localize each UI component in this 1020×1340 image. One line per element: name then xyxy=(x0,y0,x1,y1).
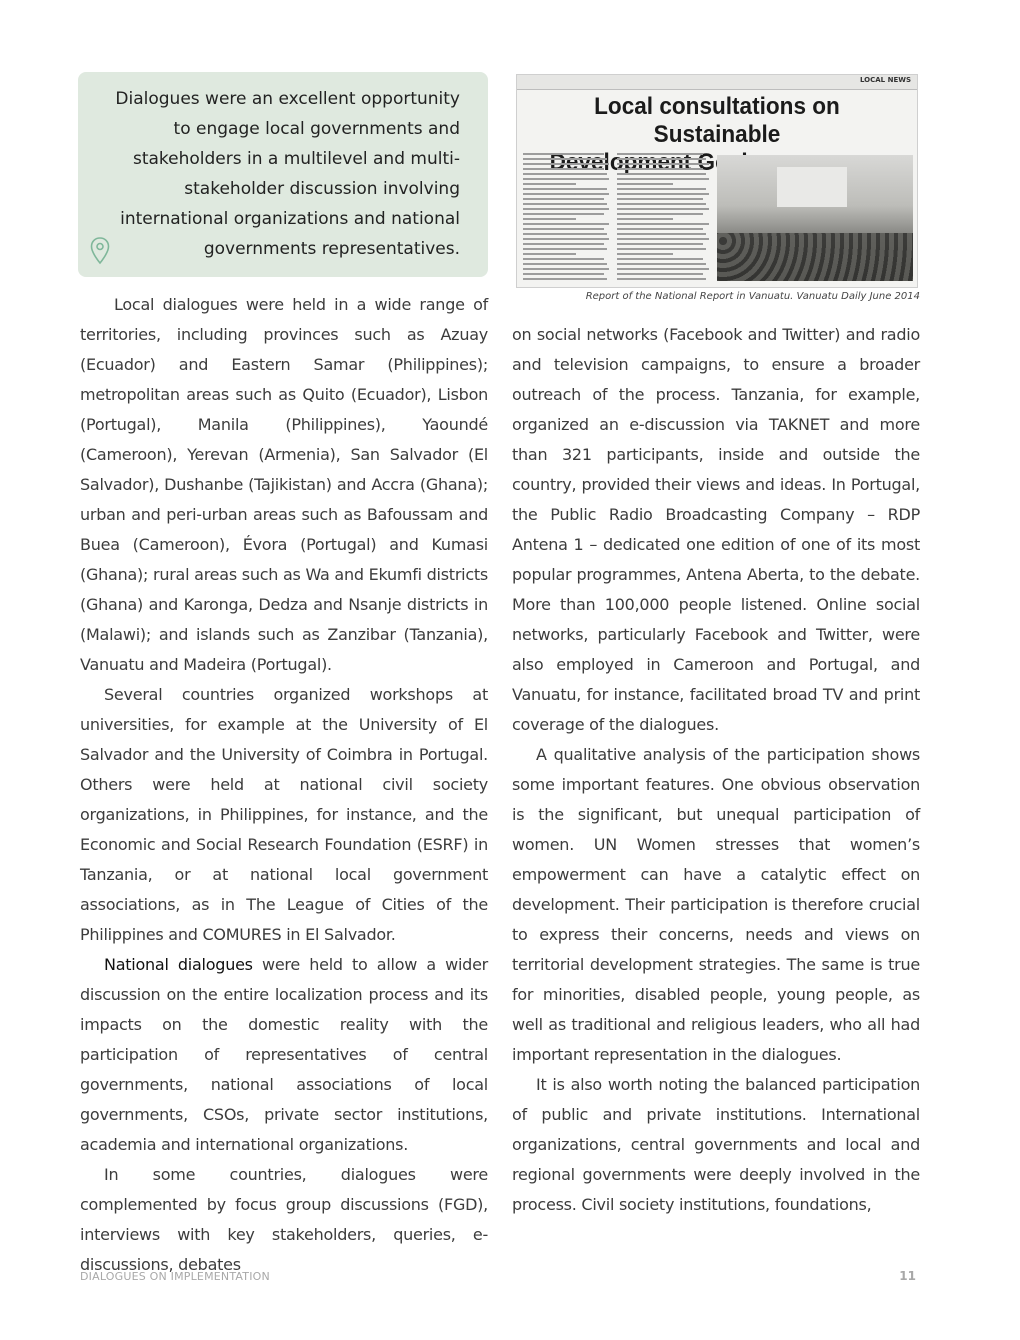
newspaper-text-line xyxy=(617,223,709,225)
newspaper-text-line xyxy=(617,208,709,210)
newspaper-text-line xyxy=(523,258,604,260)
newspaper-text-line xyxy=(523,278,607,280)
newspaper-text-line xyxy=(523,163,609,165)
newspaper-text-line xyxy=(523,228,604,230)
location-pin-icon xyxy=(90,237,110,265)
newspaper-text-line xyxy=(617,278,706,280)
newspaper-text-line xyxy=(523,173,607,175)
newspaper-text-line xyxy=(617,238,709,240)
newspaper-headline-line1: Local consultations on Sustainable xyxy=(594,93,840,148)
footer-title: DIALOGUES ON IMPLEMENTATION xyxy=(80,1270,270,1283)
image-caption: Report of the National Report in Vanuatu. Vanuatu Daily June 2014 xyxy=(585,291,920,302)
newspaper-text-line xyxy=(523,233,607,235)
body-column-right xyxy=(512,320,920,1220)
newspaper-masthead xyxy=(517,75,917,90)
newspaper-text-line xyxy=(617,153,703,155)
newspaper-text-line xyxy=(523,158,607,160)
body-column-left xyxy=(80,290,488,1280)
newspaper-text-line xyxy=(617,193,709,195)
newspaper-text-line xyxy=(523,273,604,275)
newspaper-text-line xyxy=(523,153,604,155)
paragraph: Several countries organized workshops at universities, for example at the University of El Salvador and the University of Coimbra in Portugal. Others were held at national civil society organizations, in Philippines, for instance, and the Economic and Social Research Foundation (ESRF) in Tanzania, or at national local government associations, as in The League of Cities of the Philippines and COMURES in El Salvador. xyxy=(80,685,488,944)
newspaper-text-line xyxy=(617,253,673,255)
newspaper-text-line xyxy=(523,168,604,170)
paragraph: In some countries, dialogues were complemented by focus group discussions (FGD), interviews with key stakeholders, queries, e-discussions, debates xyxy=(80,1165,488,1274)
newspaper-clipping-image xyxy=(516,74,918,288)
newspaper-text-line xyxy=(617,233,706,235)
newspaper-text-line xyxy=(523,193,609,195)
photo-audience xyxy=(717,233,913,281)
newspaper-text-line xyxy=(617,158,706,160)
newspaper-text-line xyxy=(523,178,609,180)
page-number: 11 xyxy=(899,1269,916,1283)
newspaper-text-line xyxy=(617,203,706,205)
newspaper-text-line xyxy=(617,163,709,165)
newspaper-text-line xyxy=(617,268,709,270)
newspaper-text-line xyxy=(523,203,607,205)
paragraph xyxy=(80,950,488,1160)
newspaper-text-line xyxy=(523,253,576,255)
newspaper-text-line xyxy=(523,188,607,190)
newspaper-text-line xyxy=(523,213,604,215)
newspaper-text-line xyxy=(617,183,673,185)
newspaper-text-line xyxy=(617,213,703,215)
paragraph: Local dialogues were held in a wide range of territories, including provinces such as Azuay (Ecuador) and Eastern Samar (Philippines); metropolitan areas such as Quito (Ecuador), Lisbon (Portugal), Manila (Philippines), Yaoundé (Cameroon), Yerevan (Armenia), San Salvador (El Salvador), Dushanbe (Tajikistan) and Accra (Ghana); urban and peri-urban areas such as Bafoussam and Buea (Cameroon), Évora (Portugal) and Kumasi (Ghana); rural areas such as Wa and Ekumfi districts (Ghana) and Karonga, Dedza and Nsanje districts in (Malawi); and islands such as Zanzibar (Tanzania), Vanuatu and Madeira (Portugal). xyxy=(80,295,488,674)
newspaper-text-line xyxy=(617,218,673,220)
newspaper-text-line xyxy=(617,228,703,230)
paragraph-text: were held to allow a wider discussion on the entire localization process and its impacts on the domestic reality with the participation of representatives of central governments, national associations of local governments, CSOs, private sector institutions, academia and international organizations. xyxy=(80,955,488,1154)
photo-projection-screen xyxy=(777,167,847,207)
newspaper-text-line xyxy=(617,273,703,275)
newspaper-text-line xyxy=(523,218,576,220)
newspaper-text-line xyxy=(523,223,609,225)
newspaper-photo xyxy=(717,155,913,281)
newspaper-text-line xyxy=(617,248,706,250)
newspaper-text-column xyxy=(617,153,711,281)
newspaper-text-column xyxy=(523,153,611,281)
newspaper-text-line xyxy=(617,258,703,260)
newspaper-text-line xyxy=(523,198,604,200)
newspaper-text-line xyxy=(523,248,607,250)
highlight-national-dialogues: National dialogues xyxy=(104,955,253,974)
newspaper-text-line xyxy=(523,263,607,265)
newspaper-text-line xyxy=(617,188,706,190)
newspaper-text-line xyxy=(617,168,703,170)
newspaper-text-line xyxy=(617,243,703,245)
callout-box xyxy=(78,72,488,277)
newspaper-text-line xyxy=(617,263,706,265)
newspaper-text-line xyxy=(617,173,706,175)
newspaper-text-line xyxy=(523,268,609,270)
paragraph: on social networks (Facebook and Twitter) and radio and television campaigns, to ensure a broader outreach of the process. Tanzania, for example, organized an e-discussion via TAKNET and more than 321 participants, inside and outside the country, provided their views and ideas. In Portugal, the Public Radio Broadcasting Company – RDP Antena 1 – dedicated one edition of one of its most popular programmes, Antena Aberta, to the debate. More than 100,000 people listened. Online social networks, particularly Facebook and Twitter, were also employed in Cameroon and Portugal, and Vanuatu, for instance, facilitated broad TV and print coverage of the dialogues. xyxy=(512,325,920,734)
paragraph: It is also worth noting the balanced participation of public and private institutions. International organizations, central governments and local and regional governments were deeply involved in the process. Civil society institutions, foundations, xyxy=(512,1075,920,1214)
callout-quote: Dialogues were an excellent opportunity to engage local governments and stakeholders in a multilevel and multi-stakeholder discussion involving international organizations and national governments representatives. xyxy=(115,89,460,259)
newspaper-text-line xyxy=(523,208,609,210)
newspaper-text-line xyxy=(523,183,576,185)
newspaper-section: LOCAL NEWS xyxy=(859,76,911,84)
paragraph: A qualitative analysis of the participation shows some important features. One obvious observation is the significant, but unequal participation of women. UN Women stresses that women’s empowerment can have a catalytic effect on development. Their participation is therefore crucial to express their concerns, needs and views on territorial development strategies. The same is true for minorities, disabled people, young people, as well as traditional and religious leaders, who all had important representation in the dialogues. xyxy=(512,745,920,1064)
newspaper-text-line xyxy=(523,238,609,240)
newspaper-text-line xyxy=(617,178,709,180)
newspaper-text-line xyxy=(523,243,604,245)
newspaper-text-line xyxy=(617,198,703,200)
